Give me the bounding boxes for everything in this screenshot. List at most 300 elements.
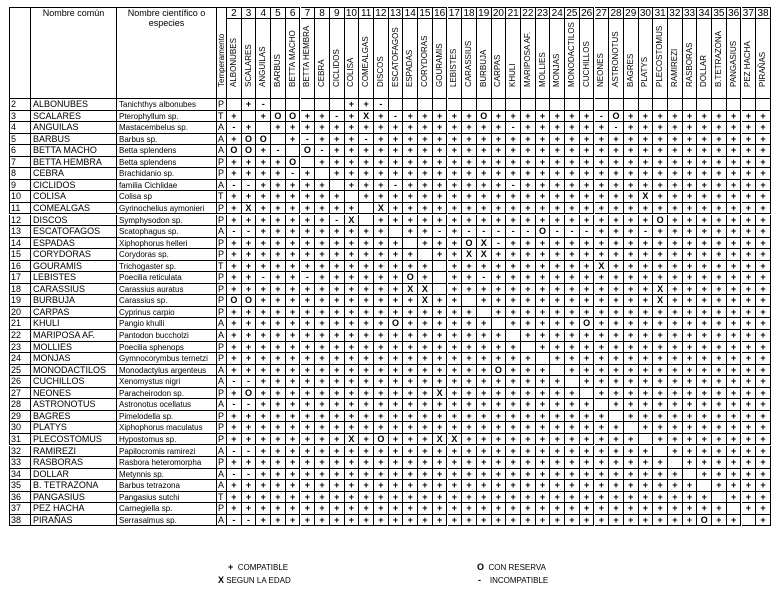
compatibility-cell: - bbox=[242, 226, 257, 238]
compatibility-cell: + bbox=[315, 261, 330, 273]
compatibility-cell: + bbox=[256, 203, 271, 215]
compatibility-cell: + bbox=[301, 342, 316, 354]
compatibility-cell: + bbox=[227, 342, 242, 354]
compatibility-cell: + bbox=[330, 446, 345, 458]
compatibility-cell bbox=[448, 99, 463, 111]
compatibility-cell: + bbox=[418, 330, 433, 342]
compatibility-cell: + bbox=[727, 515, 742, 527]
row-number: 10 bbox=[9, 191, 31, 203]
row-number: 33 bbox=[9, 457, 31, 469]
row-common-name: BARBUS bbox=[31, 134, 117, 146]
compatibility-cell: + bbox=[286, 376, 301, 388]
compatibility-cell: X bbox=[418, 295, 433, 307]
compatibility-cell: + bbox=[756, 318, 771, 330]
compatibility-cell: + bbox=[315, 191, 330, 203]
compatibility-cell: + bbox=[565, 111, 580, 123]
compatibility-cell: + bbox=[521, 249, 536, 261]
compatibility-cell: + bbox=[315, 446, 330, 458]
compatibility-cell: + bbox=[477, 330, 492, 342]
compatibility-cell: + bbox=[580, 434, 595, 446]
compatibility-cell: + bbox=[286, 365, 301, 377]
row-scientific-name: Betta splendens bbox=[117, 145, 217, 157]
column-name bbox=[595, 19, 610, 99]
row-temperament: P bbox=[217, 249, 227, 261]
compatibility-cell: + bbox=[448, 226, 463, 238]
compatibility-cell: + bbox=[506, 215, 521, 227]
compatibility-cell: + bbox=[742, 295, 757, 307]
compatibility-cell: + bbox=[609, 503, 624, 515]
compatibility-cell: + bbox=[330, 238, 345, 250]
compatibility-cell: + bbox=[683, 157, 698, 169]
column-number: 34 bbox=[697, 7, 712, 19]
compatibility-cell: + bbox=[756, 469, 771, 481]
compatibility-cell: + bbox=[565, 492, 580, 504]
compatibility-cell: + bbox=[697, 111, 712, 123]
compatibility-cell: + bbox=[271, 503, 286, 515]
compatibility-cell: + bbox=[477, 295, 492, 307]
compatibility-cell: + bbox=[403, 411, 418, 423]
compatibility-cell: + bbox=[624, 145, 639, 157]
compatibility-cell: + bbox=[359, 503, 374, 515]
compatibility-cell: - bbox=[595, 111, 610, 123]
compatibility-cell: + bbox=[624, 365, 639, 377]
compatibility-cell: + bbox=[256, 399, 271, 411]
compatibility-cell: + bbox=[403, 168, 418, 180]
compatibility-cell: + bbox=[330, 353, 345, 365]
compatibility-cell: + bbox=[403, 295, 418, 307]
compatibility-cell: + bbox=[286, 446, 301, 458]
compatibility-cell: + bbox=[668, 503, 683, 515]
compatibility-cell: + bbox=[639, 168, 654, 180]
compatibility-cell: + bbox=[756, 203, 771, 215]
compatibility-cell: + bbox=[359, 353, 374, 365]
compatibility-cell: X bbox=[433, 388, 448, 400]
compatibility-cell: + bbox=[609, 295, 624, 307]
row-temperament: A bbox=[217, 318, 227, 330]
compatibility-cell: + bbox=[609, 145, 624, 157]
compatibility-cell: + bbox=[697, 422, 712, 434]
compatibility-cell: + bbox=[477, 503, 492, 515]
compatibility-cell: + bbox=[697, 365, 712, 377]
compatibility-cell: + bbox=[550, 238, 565, 250]
compatibility-cell: - bbox=[506, 180, 521, 192]
legend-compatible: + COMPATIBLE bbox=[228, 562, 289, 572]
row-temperament: P bbox=[217, 295, 227, 307]
row-temperament: T bbox=[217, 492, 227, 504]
compatibility-cell: + bbox=[742, 480, 757, 492]
compatibility-cell: + bbox=[492, 261, 507, 273]
compatibility-cell: + bbox=[286, 330, 301, 342]
compatibility-cell: + bbox=[536, 469, 551, 481]
compatibility-cell: + bbox=[301, 191, 316, 203]
column-number: 13 bbox=[389, 7, 404, 19]
column-name bbox=[492, 19, 507, 99]
compatibility-cell: + bbox=[374, 111, 389, 123]
compatibility-cell: + bbox=[639, 503, 654, 515]
compatibility-cell: + bbox=[653, 388, 668, 400]
compatibility-cell: + bbox=[639, 318, 654, 330]
compatibility-cell: + bbox=[595, 353, 610, 365]
compatibility-cell: + bbox=[653, 376, 668, 388]
compatibility-cell: + bbox=[727, 342, 742, 354]
column-name bbox=[653, 19, 668, 99]
compatibility-cell: + bbox=[536, 492, 551, 504]
row-scientific-name: Corydoras sp. bbox=[117, 249, 217, 261]
compatibility-cell: + bbox=[550, 469, 565, 481]
column-number: 11 bbox=[359, 7, 374, 19]
row-common-name: CICLIDOS bbox=[31, 180, 117, 192]
compatibility-cell: X bbox=[653, 284, 668, 296]
compatibility-cell: + bbox=[536, 457, 551, 469]
compatibility-cell: + bbox=[609, 307, 624, 319]
compatibility-cell: + bbox=[697, 399, 712, 411]
compatibility-cell: + bbox=[565, 388, 580, 400]
compatibility-cell: + bbox=[374, 134, 389, 146]
compatibility-cell: + bbox=[639, 307, 654, 319]
compatibility-cell: + bbox=[477, 318, 492, 330]
compatibility-cell: O bbox=[374, 434, 389, 446]
compatibility-cell: + bbox=[242, 307, 257, 319]
compatibility-cell: + bbox=[345, 168, 360, 180]
compatibility-cell: + bbox=[683, 342, 698, 354]
compatibility-cell: + bbox=[477, 434, 492, 446]
compatibility-cell: + bbox=[389, 411, 404, 423]
compatibility-cell: + bbox=[756, 284, 771, 296]
compatibility-cell: + bbox=[477, 168, 492, 180]
row-common-name: PANGASIUS bbox=[31, 492, 117, 504]
compatibility-cell: + bbox=[403, 399, 418, 411]
compatibility-cell: + bbox=[712, 342, 727, 354]
compatibility-cell: + bbox=[653, 249, 668, 261]
compatibility-cell: + bbox=[565, 191, 580, 203]
compatibility-cell: + bbox=[374, 191, 389, 203]
compatibility-cell: + bbox=[389, 457, 404, 469]
compatibility-cell: + bbox=[462, 180, 477, 192]
compatibility-cell: - bbox=[242, 515, 257, 527]
row-common-name: CORYDORAS bbox=[31, 249, 117, 261]
compatibility-cell: + bbox=[565, 157, 580, 169]
compatibility-cell: + bbox=[712, 295, 727, 307]
compatibility-cell bbox=[712, 492, 727, 504]
compatibility-cell: + bbox=[624, 503, 639, 515]
column-name bbox=[477, 19, 492, 99]
compatibility-cell: + bbox=[580, 469, 595, 481]
compatibility-cell: + bbox=[242, 157, 257, 169]
compatibility-cell: - bbox=[374, 99, 389, 111]
compatibility-cell: + bbox=[374, 353, 389, 365]
compatibility-cell: + bbox=[683, 480, 698, 492]
compatibility-cell: + bbox=[550, 411, 565, 423]
compatibility-cell: + bbox=[389, 492, 404, 504]
compatibility-cell: + bbox=[756, 272, 771, 284]
compatibility-cell: + bbox=[742, 226, 757, 238]
compatibility-cell: + bbox=[565, 503, 580, 515]
compatibility-cell: + bbox=[448, 503, 463, 515]
compatibility-cell: + bbox=[727, 492, 742, 504]
compatibility-cell: + bbox=[448, 249, 463, 261]
row-scientific-name: familia Cichlidae bbox=[117, 180, 217, 192]
row-common-name: ALBONUBES bbox=[31, 99, 117, 111]
compatibility-cell: + bbox=[595, 365, 610, 377]
compatibility-cell: + bbox=[374, 122, 389, 134]
compatibility-cell: + bbox=[301, 122, 316, 134]
compatibility-cell: + bbox=[403, 134, 418, 146]
compatibility-cell bbox=[403, 99, 418, 111]
compatibility-cell: + bbox=[286, 503, 301, 515]
compatibility-cell: + bbox=[580, 365, 595, 377]
row-temperament: P bbox=[217, 168, 227, 180]
compatibility-cell: + bbox=[668, 480, 683, 492]
compatibility-cell: + bbox=[286, 203, 301, 215]
compatibility-cell: + bbox=[330, 157, 345, 169]
compatibility-cell: O bbox=[256, 134, 271, 146]
compatibility-cell: + bbox=[609, 226, 624, 238]
compatibility-cell: + bbox=[639, 365, 654, 377]
compatibility-cell: + bbox=[492, 469, 507, 481]
row-number: 22 bbox=[9, 330, 31, 342]
compatibility-cell: + bbox=[330, 515, 345, 527]
column-name-label: BETTA MACHO bbox=[287, 30, 297, 87]
compatibility-cell: + bbox=[242, 480, 257, 492]
compatibility-cell: + bbox=[345, 99, 360, 111]
compatibility-cell: + bbox=[668, 203, 683, 215]
compatibility-cell: + bbox=[271, 215, 286, 227]
compatibility-cell: + bbox=[418, 515, 433, 527]
compatibility-cell: + bbox=[742, 365, 757, 377]
compatibility-cell: O bbox=[389, 318, 404, 330]
column-number: 37 bbox=[742, 7, 757, 19]
compatibility-cell: + bbox=[389, 353, 404, 365]
compatibility-cell: + bbox=[756, 446, 771, 458]
compatibility-cell: + bbox=[712, 515, 727, 527]
row-scientific-name: Pantodon buccholzi bbox=[117, 330, 217, 342]
compatibility-cell: + bbox=[227, 388, 242, 400]
column-name bbox=[462, 19, 477, 99]
compatibility-cell: + bbox=[742, 122, 757, 134]
row-common-name: ESPADAS bbox=[31, 238, 117, 250]
compatibility-cell: + bbox=[727, 226, 742, 238]
compatibility-cell: + bbox=[315, 492, 330, 504]
compatibility-cell: + bbox=[301, 492, 316, 504]
column-name bbox=[359, 19, 374, 99]
row-temperament: P bbox=[217, 203, 227, 215]
compatibility-cell: - bbox=[492, 226, 507, 238]
compatibility-cell: + bbox=[433, 330, 448, 342]
row-temperament: A bbox=[217, 399, 227, 411]
compatibility-cell: + bbox=[301, 261, 316, 273]
compatibility-cell: + bbox=[639, 122, 654, 134]
compatibility-cell: O bbox=[227, 295, 242, 307]
compatibility-cell: + bbox=[345, 203, 360, 215]
compatibility-cell: + bbox=[359, 457, 374, 469]
compatibility-cell: + bbox=[418, 446, 433, 458]
row-scientific-name: Poecilia reticulata bbox=[117, 272, 217, 284]
compatibility-cell: + bbox=[536, 134, 551, 146]
compatibility-cell: + bbox=[697, 238, 712, 250]
compatibility-cell: + bbox=[477, 157, 492, 169]
compatibility-cell: + bbox=[550, 122, 565, 134]
compatibility-cell: + bbox=[624, 226, 639, 238]
compatibility-cell: + bbox=[550, 515, 565, 527]
compatibility-cell: + bbox=[477, 203, 492, 215]
compatibility-cell: + bbox=[624, 134, 639, 146]
compatibility-cell: + bbox=[697, 191, 712, 203]
row-scientific-name: Monodactylus argenteus bbox=[117, 365, 217, 377]
compatibility-cell: + bbox=[712, 261, 727, 273]
compatibility-cell bbox=[301, 157, 316, 169]
compatibility-cell: + bbox=[580, 168, 595, 180]
compatibility-cell: + bbox=[536, 180, 551, 192]
row-scientific-name: Pterophyllum sp. bbox=[117, 111, 217, 123]
compatibility-cell: O bbox=[697, 515, 712, 527]
compatibility-cell: + bbox=[330, 168, 345, 180]
compatibility-cell: + bbox=[742, 111, 757, 123]
compatibility-cell: + bbox=[683, 168, 698, 180]
compatibility-cell: + bbox=[359, 469, 374, 481]
compatibility-cell: + bbox=[374, 157, 389, 169]
compatibility-cell: + bbox=[609, 365, 624, 377]
compatibility-cell: O bbox=[477, 111, 492, 123]
compatibility-cell: + bbox=[506, 515, 521, 527]
compatibility-cell: + bbox=[477, 145, 492, 157]
compatibility-cell: + bbox=[521, 145, 536, 157]
compatibility-cell: + bbox=[668, 365, 683, 377]
compatibility-cell bbox=[683, 469, 698, 481]
compatibility-cell: + bbox=[550, 284, 565, 296]
compatibility-cell: + bbox=[565, 342, 580, 354]
compatibility-cell: + bbox=[403, 249, 418, 261]
compatibility-cell: + bbox=[639, 157, 654, 169]
compatibility-cell: + bbox=[727, 157, 742, 169]
column-number: 12 bbox=[374, 7, 389, 19]
row-number: 37 bbox=[9, 503, 31, 515]
row-temperament: T bbox=[217, 111, 227, 123]
compatibility-cell: + bbox=[227, 261, 242, 273]
compatibility-cell: + bbox=[697, 249, 712, 261]
compatibility-cell bbox=[609, 99, 624, 111]
row-scientific-name: Colisa sp bbox=[117, 191, 217, 203]
compatibility-cell: + bbox=[639, 411, 654, 423]
compatibility-cell: + bbox=[609, 134, 624, 146]
compatibility-cell: O bbox=[242, 388, 257, 400]
compatibility-cell: + bbox=[521, 515, 536, 527]
compatibility-cell: + bbox=[374, 469, 389, 481]
compatibility-cell: + bbox=[668, 261, 683, 273]
compatibility-cell: + bbox=[330, 492, 345, 504]
compatibility-cell: + bbox=[697, 215, 712, 227]
row-scientific-name: Betta splendens bbox=[117, 157, 217, 169]
compatibility-cell: + bbox=[697, 134, 712, 146]
compatibility-cell: + bbox=[492, 111, 507, 123]
compatibility-cell: + bbox=[271, 318, 286, 330]
compatibility-cell: + bbox=[742, 261, 757, 273]
compatibility-cell: + bbox=[565, 434, 580, 446]
row-common-name: MONJAS bbox=[31, 353, 117, 365]
compatibility-cell: + bbox=[550, 249, 565, 261]
compatibility-cell: + bbox=[433, 134, 448, 146]
compatibility-cell: + bbox=[668, 330, 683, 342]
compatibility-cell: + bbox=[462, 422, 477, 434]
compatibility-cell: + bbox=[580, 480, 595, 492]
compatibility-cell: + bbox=[462, 168, 477, 180]
compatibility-cell: + bbox=[712, 145, 727, 157]
compatibility-cell: + bbox=[727, 180, 742, 192]
compatibility-cell: + bbox=[697, 342, 712, 354]
compatibility-cell: + bbox=[389, 157, 404, 169]
row-common-name: GOURAMIS bbox=[31, 261, 117, 273]
compatibility-cell: + bbox=[683, 272, 698, 284]
compatibility-cell: + bbox=[668, 515, 683, 527]
compatibility-cell: + bbox=[462, 272, 477, 284]
compatibility-cell: - bbox=[227, 469, 242, 481]
compatibility-cell: + bbox=[227, 492, 242, 504]
compatibility-cell: + bbox=[580, 330, 595, 342]
column-name bbox=[536, 19, 551, 99]
compatibility-cell: + bbox=[301, 469, 316, 481]
compatibility-cell: + bbox=[697, 122, 712, 134]
compatibility-cell: + bbox=[256, 353, 271, 365]
compatibility-cell: + bbox=[374, 422, 389, 434]
compatibility-cell: + bbox=[536, 145, 551, 157]
compatibility-cell: + bbox=[536, 330, 551, 342]
compatibility-cell: + bbox=[506, 191, 521, 203]
compatibility-cell: + bbox=[727, 353, 742, 365]
compatibility-cell: + bbox=[639, 399, 654, 411]
compatibility-cell: + bbox=[477, 342, 492, 354]
compatibility-cell: + bbox=[580, 503, 595, 515]
compatibility-cell: + bbox=[418, 203, 433, 215]
compatibility-cell: + bbox=[624, 330, 639, 342]
column-name-label: KHULI bbox=[508, 63, 518, 87]
compatibility-cell: + bbox=[403, 342, 418, 354]
compatibility-cell: + bbox=[448, 388, 463, 400]
compatibility-cell: + bbox=[595, 284, 610, 296]
compatibility-cell: + bbox=[418, 388, 433, 400]
compatibility-cell: + bbox=[653, 457, 668, 469]
compatibility-cell: + bbox=[359, 399, 374, 411]
compatibility-cell: - bbox=[389, 111, 404, 123]
compatibility-cell: + bbox=[301, 365, 316, 377]
compatibility-cell: + bbox=[550, 307, 565, 319]
compatibility-cell: X bbox=[595, 261, 610, 273]
column-name-label: ALBONUBES bbox=[228, 38, 238, 87]
compatibility-cell: + bbox=[550, 457, 565, 469]
compatibility-cell: + bbox=[595, 342, 610, 354]
compatibility-cell: + bbox=[609, 480, 624, 492]
row-scientific-name: Brachidanio sp. bbox=[117, 168, 217, 180]
compatibility-cell: + bbox=[521, 272, 536, 284]
compatibility-cell: + bbox=[506, 238, 521, 250]
compatibility-cell: + bbox=[536, 157, 551, 169]
column-number: 10 bbox=[345, 7, 360, 19]
compatibility-cell: + bbox=[609, 330, 624, 342]
column-name bbox=[609, 19, 624, 99]
compatibility-cell: + bbox=[359, 342, 374, 354]
compatibility-cell: + bbox=[653, 168, 668, 180]
compatibility-cell: + bbox=[536, 203, 551, 215]
column-name-label: CUCHILLOS bbox=[581, 41, 591, 87]
column-name-label: CARPAS bbox=[493, 54, 503, 87]
compatibility-cell: + bbox=[286, 469, 301, 481]
compatibility-cell: + bbox=[756, 180, 771, 192]
compatibility-cell: + bbox=[477, 261, 492, 273]
compatibility-cell: + bbox=[595, 180, 610, 192]
compatibility-cell: + bbox=[271, 191, 286, 203]
compatibility-cell: + bbox=[580, 180, 595, 192]
compatibility-cell: + bbox=[580, 215, 595, 227]
compatibility-cell: + bbox=[418, 111, 433, 123]
compatibility-cell: + bbox=[742, 353, 757, 365]
